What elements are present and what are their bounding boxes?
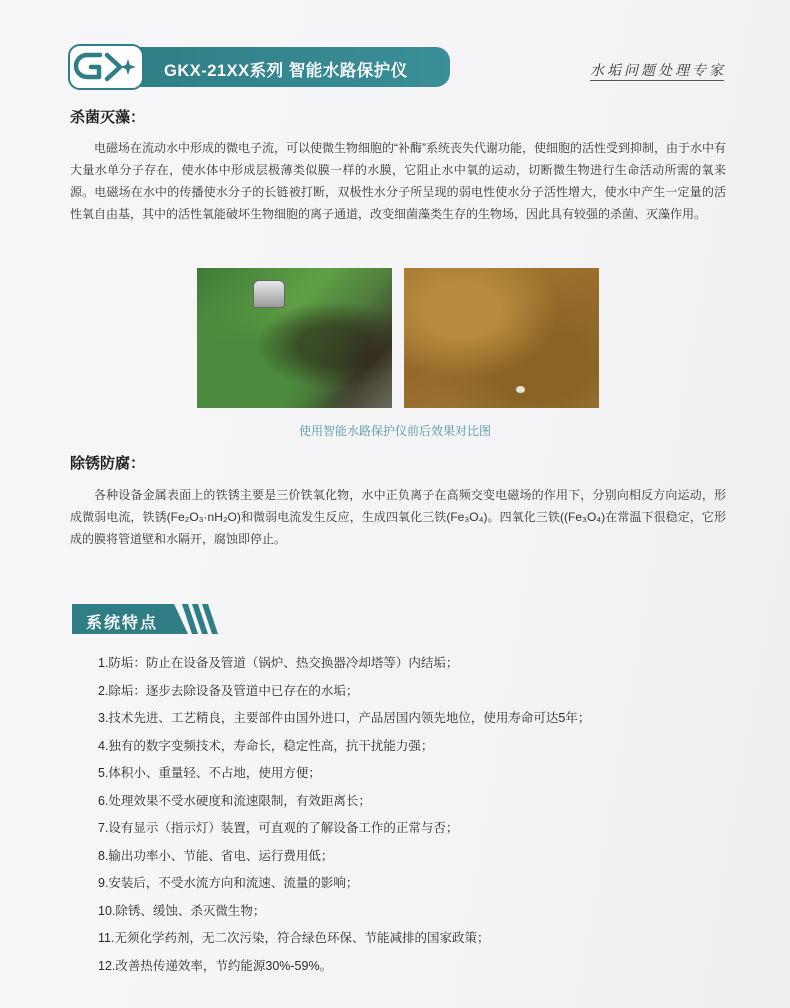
features-list: [98, 650, 738, 980]
after-photo: [404, 268, 599, 408]
list-item: 1.防垢：防止在设备及管道（锅炉、热交换器冷却塔等）内结垢；: [98, 656, 459, 670]
list-item: 12.改善热传递效率，节约能源30%-59%。: [98, 958, 333, 973]
list-item: 5.体积小、重量轻、不占地，使用方便；: [98, 766, 321, 780]
section-paragraph-sterilization: 电磁场在流动水中形成的微电子流，可以使微生物细胞的“补酶”系统丧失代谢功能，使细胞的活性受到抑制，由于水中有大量水单分子存在，使水体中形成层极薄类似膜一样的水膜，它阻止水中氧的运动，切断微生物进行生命活动所需的氧来源。电磁场在水中的传播使水分子的长链被打断，双极性水分子所呈现的弱电性使水分子活性增大，使水中产生一定量的活性氧自由基，其中的活性氧能破坏生物细胞的离子通道，改变细菌藻类生存的生物场，因此具有较强的杀菌、灭藻作用。: [70, 141, 726, 221]
section-paragraph-rust: 各种设备金属表面上的铁锈主要是三价铁氧化物，水中正负离子在高频交变电磁场的作用下，分别向相反方向运动，形成微弱电流，铁锈(Fe₂O₃·nH₂O)和微弱电流发生反应，生成四氧化三铁(Fe₃O₄)。四氧化三铁((Fe₃O₄)在常温下很稳定，它形成的膜将管道壁和水隔开，腐蚀即停止。: [70, 488, 726, 546]
list-item: 9.安装后，不受水流方向和流速、流量的影响；: [98, 876, 359, 890]
gk-logo-graphic: [70, 46, 142, 88]
section-heading-sterilization: 杀菌灭藻：: [70, 109, 146, 126]
list-item: 2.除垢：逐步去除设备及管道中已存在的水垢；: [98, 683, 359, 698]
list-item: 10.除锈、缓蚀、杀灭微生物；: [98, 903, 266, 918]
before-photo: [197, 268, 392, 408]
gk-logo-icon: [68, 44, 144, 90]
photo-caption: 使用智能水路保护仪前后效果对比图: [298, 424, 491, 438]
slogan: 水垢问题处理专家: [590, 63, 726, 79]
device-image: [253, 280, 285, 308]
pebble-image: [516, 386, 525, 393]
features-title: 系统特点: [86, 615, 159, 632]
list-item: 4.独有的数字变频技术，寿命长，稳定性高，抗干扰能力强；: [98, 738, 434, 753]
stripes-icon: [180, 604, 220, 634]
list-item: 7.设有显示（指示灯）装置，可直观的了解设备工作的正常与否；: [98, 821, 459, 835]
section-heading-rust: 除锈防腐：: [70, 455, 146, 472]
list-item: 8.输出功率小、节能、省电、运行费用低；: [98, 848, 334, 863]
page-title: GKX-21XX系列 智能水路保护仪: [164, 62, 408, 80]
list-item: 11.无须化学药剂，无二次污染，符合绿色环保、节能减排的国家政策；: [98, 931, 490, 945]
list-item: 3.技术先进、工艺精良，主要部件由国外进口，产品居国内领先地位，使用寿命可达5年；: [98, 711, 591, 725]
slogan-underline: [590, 80, 724, 81]
list-item: 6.处理效果不受水硬度和流速限制，有效距离长；: [98, 793, 371, 808]
